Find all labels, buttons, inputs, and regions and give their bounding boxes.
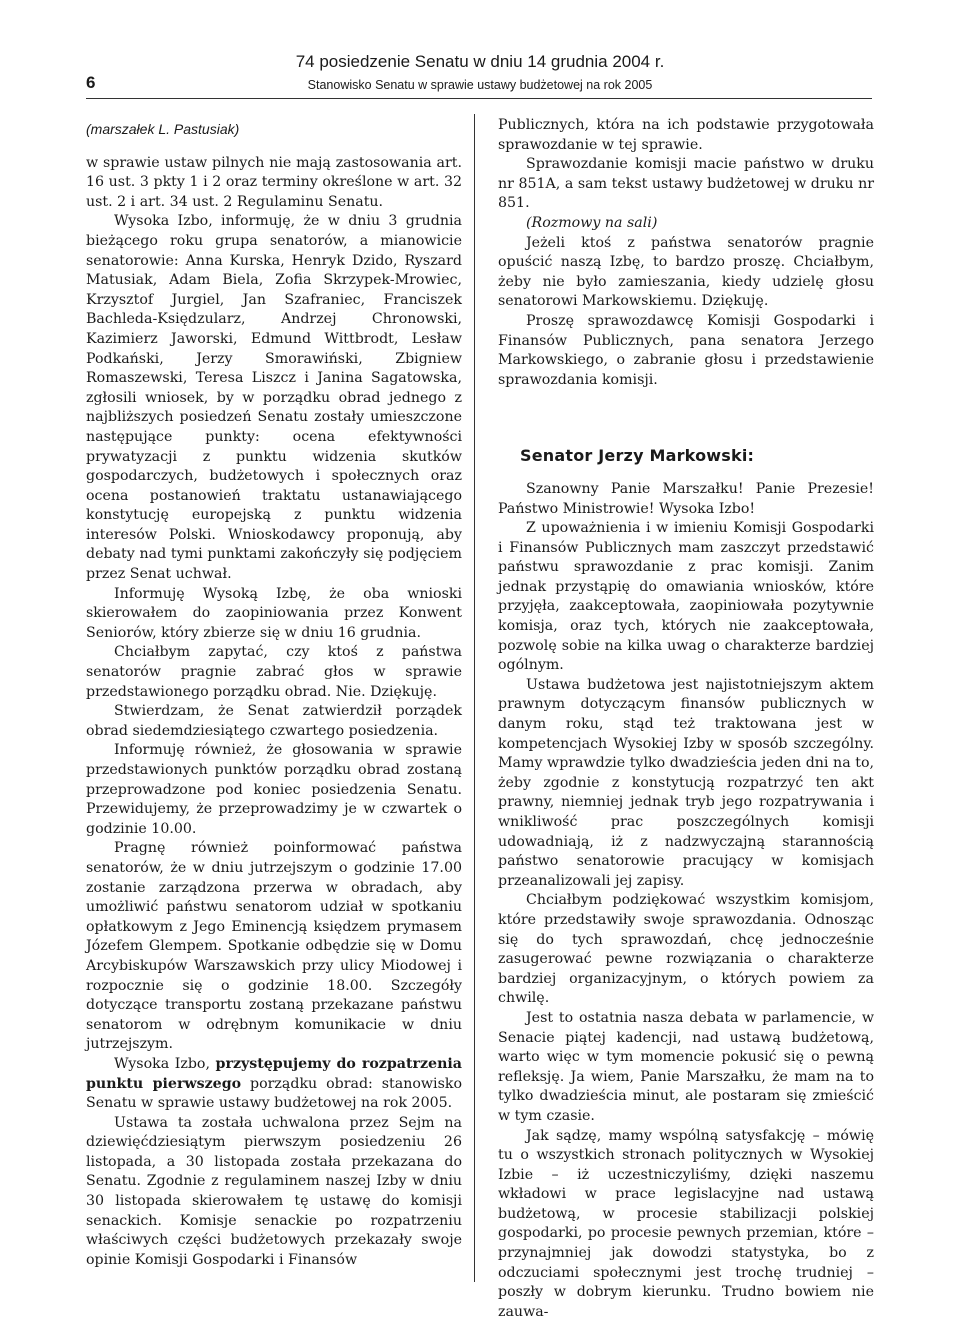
paragraph-text: porządku obrad: stanowisko Senatu w sprawie ustawy budżetowej na rok 2005. <box>86 1076 462 1112</box>
paragraph-text: Wysoka Izbo, <box>114 1056 216 1072</box>
speaker-heading: Senator Jerzy Markowski: <box>520 446 874 466</box>
paragraph: Jeżeli ktoś z państwa senatorów pragnie opuścić naszą Izbę, to bardzo proszę. Chciałbym, żeby nie było zamieszania, kiedy udzielę głosu senatorowi Markowskiemu. Dziękuję. <box>498 234 874 312</box>
running-header-subtitle: Stanowisko Senatu w sprawie ustawy budżetowej na rok 2005 <box>0 78 960 92</box>
paragraph: Informuję Wysoką Izbę, że oba wnioski skierowałem do zaopiniowania przez Konwent Seniorów, który zbierze się w dniu 16 grudnia. <box>86 585 462 644</box>
paragraph: Wysoka Izbo, informuję, że w dniu 3 grudnia bieżącego roku grupa senatorów, a mianowicie senatorowie: Anna Kurska, Henryk Dzido, Ryszard Matusiak, Adam Biela, Zofia Skrzypek-Mrowiec, Krzysztof Jurgiel, Jan Szafraniec, Franciszek Bachleda-Księdzularz, Andrzej Chronowski, Kazimierz Jaworski, Edmund Wittbrodt, Lesław Podkański, Jerzy Smorawiński, Zbigniew Romaszewski, Teresa Liszcz i Janina Sagatowska, zgłosili wniosek, by w porządku obrad jednego z najbliższych posiedzeń Senatu zostały umieszczone następujące punkty: ocena efektywności prywatyzacji z punktu widzenia skutków gospodarczych, budżetowych i społecznych oraz ocena postanowień traktatu ustanawiającego konstytucję europejską z punktu widzenia interesów Polski. Wnioskodawcy proponują, aby debaty nad tymi punktami zakończyły się podjęciem przez Senat uchwał. <box>86 212 462 584</box>
agenda-item-emphasis: przystępujemy do rozpatrzenia punktu pierwszego <box>86 1056 462 1092</box>
page-number: 6 <box>86 73 95 93</box>
column-divider <box>474 114 475 1282</box>
paragraph <box>86 1055 462 1114</box>
running-header-title: 74 posiedzenie Senatu w dniu 14 grudnia 2004 r. <box>0 52 960 72</box>
paragraph: Jak sądzę, mamy wspólną satysfakcję – mówię tu o wszystkich stronach politycznych w Wysokiej Izbie – iż uczestniczyliśmy, dzięki naszemu wkładowi w prace legislacyjne nad ustawą budżetową, w procesie stabilizacji polskiej gospodarki, po procesie pewnych przemian, które – przynajmniej jak dowodzi statystyka, bo z odczuciami społecznymi jest trochę trudniej – poszły w dobrym kierunku. Trudno bowiem nie zauwa- <box>498 1127 874 1322</box>
paragraph: Sprawozdanie komisji macie państwo w druku nr 851A, a sam tekst ustawy budżetowej w druku nr 851. <box>498 155 874 214</box>
paragraph: Chciałbym zapytać, czy ktoś z państwa senatorów pragnie zabrać głos w sprawie przedstawionego porządku obrad. Nie. Dziękuję. <box>86 643 462 702</box>
speaker-reference: (marszałek L. Pastusiak) <box>86 120 462 140</box>
right-column <box>498 116 874 1322</box>
paragraph: Jest to ostatnia nasza debata w parlamencie, w Senacie piątej kadencji, nad ustawą budżetową, warto więc w tym momencie pokusić się o pewną refleksję. Ja wiem, Panie Marszałku, że mam na to tylko dwadzieścia minut, ale postaram się zmieścić w tym czasie. <box>498 1009 874 1127</box>
paragraph: Publicznych, która na ich podstawie przygotowała sprawozdanie w tej sprawie. <box>498 116 874 155</box>
paragraph: Informuję również, że głosowania w sprawie przedstawionych punktów porządku obrad zostaną przeprowadzone pod koniec posiedzenia Senatu. Przewidujemy, że przeprowadzimy je w czwartek o godzinie 10.00. <box>86 741 462 839</box>
paragraph: Z upoważnienia i w imieniu Komisji Gospodarki i Finansów Publicznych mam zaszczyt przedstawić państwu sprawozdanie z prac komisji. Zanim jednak przystąpię do omawiania wniosków, które przyjęła, zaakceptowała, zaopiniowała pozytywnie komisja, oraz tych, których nie zaakceptowała, pozwolę sobie na kilka uwag o charakterze bardziej ogólnym. <box>498 519 874 676</box>
paragraph: Szanowny Panie Marszałku! Panie Prezesie! Państwo Ministrowie! Wysoka Izbo! <box>498 480 874 519</box>
stage-note: (Rozmowy na sali) <box>498 214 874 234</box>
paragraph: Stwierdzam, że Senat zatwierdził porządek obrad siedemdziesiątego czwartego posiedzenia. <box>86 702 462 741</box>
paragraph: Chciałbym podziękować wszystkim komisjom, które przedstawiły swoje sprawozdania. Odnosząc się do tych sprawozdań, chcę jednocześnie zasugerować pewne rozwiązania o charakterze bardziej organizacyjnym, o których powiem za chwilę. <box>498 891 874 1009</box>
paragraph: w sprawie ustaw pilnych nie mają zastosowania art. 16 ust. 3 pkty 1 i 2 oraz terminy określone w art. 32 ust. 2 i art. 34 ust. 2 Regulaminu Senatu. <box>86 154 462 213</box>
left-column <box>86 120 462 1270</box>
paragraph: Pragnę również poinformować państwa senatorów, że w dniu jutrzejszym o godzinie 17.00 zostanie zarządzona przerwa w obradach, aby umożliwić państwu senatorom udział w spotkaniu opłatkowym z Jego Eminencją księdzem prymasem Józefem Glempem. Spotkanie odbędzie się w Domu Arcybiskupów Warszawskich przy ulicy Miodowej i rozpocznie się o godzinie 18.00. Szczegóły dotyczące transportu zostaną przekazane państwu senatorom w odrębnym komunikacie w dniu jutrzejszym. <box>86 839 462 1055</box>
header-rule <box>86 98 872 99</box>
paragraph: Proszę sprawozdawcę Komisji Gospodarki i Finansów Publicznych, pana senatora Jerzego Markowskiego, o zabranie głosu i przedstawienie sprawozdania komisji. <box>498 312 874 390</box>
paragraph: Ustawa ta została uchwalona przez Sejm na dziewięćdziesiątym pierwszym posiedzeniu 26 listopada, a 30 listopada została przekazana do Senatu. Zgodnie z regulaminem naszej Izby w dniu 30 listopada skierowałem tę ustawę do komisji senackich. Komisje senackie po rozpatrzeniu właściwych części budżetowych przekazały swoje opinie Komisji Gospodarki i Finansów <box>86 1114 462 1271</box>
paragraph: Ustawa budżetowa jest najistotniejszym aktem prawnym dotyczącym finansów publicznych w danym roku, stąd też traktowana jest w kompetencjach Wysokiej Izby w sposób szczególny. Mamy wprawdzie tylko dwadzieścia jeden dni na to, żeby zgodnie z konstytucją rozpatrzyć ten akt prawny, niemniej jednak tryb jego rozpatrywania i wnikliwość prac poszczególnych komisji udowadniają, iż z nadzwyczajną starannością państwo senatorowie pracujący w komisjach przeanalizowali jej zapisy. <box>498 676 874 892</box>
